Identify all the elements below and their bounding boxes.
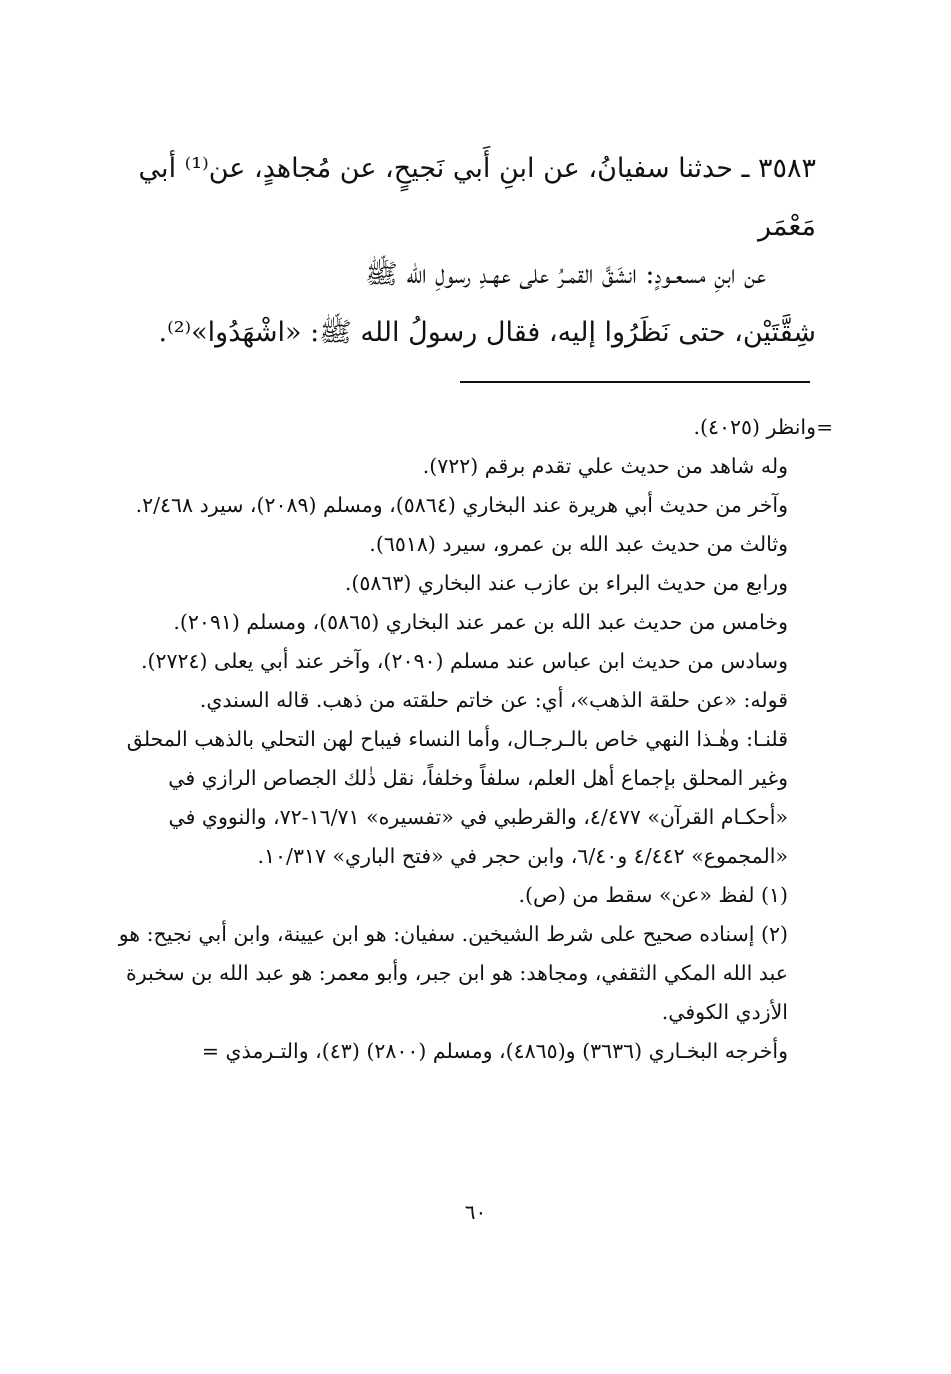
hadith-isnad: ٣٥٨٣ ـ حدثنا سفيانُ، عن ابنِ أَبي نَجيحٍ، عن مُجاهدٍ، عن⁽¹⁾ أبي مَعْمَر bbox=[138, 153, 816, 242]
hadith-matn-line-1: عن ابنِ مسعـودٍ: انشَقَّ القمـرُ على عهـدِ رسولِ الله ﷺ bbox=[365, 259, 766, 290]
footnote-separator bbox=[460, 381, 810, 383]
continuation-mark: = bbox=[816, 415, 833, 439]
note-line: وانظر (٤٠٢٥). bbox=[693, 415, 816, 439]
footnote-2: (٢) إسناده صحيح على شرط الشيخين. سفيان: هو ابن عيينة، وابن أبي نجيح: هو عبد الله المكي الثقفي، ومجاهد: هو ابن جبر، وأبو معمر: هو عبد الله بن سخبرة الأزدي الكوفي. bbox=[118, 922, 788, 1024]
note-line: قوله: «عن حلقة الذهب»، أي: عن خاتم حلقته من ذهب. قاله السندي. bbox=[199, 688, 788, 712]
note-line: وسادس من حديث ابن عباس عند مسلم (٢٠٩٠)، وآخر عند أبي يعلى (٢٧٢٤). bbox=[140, 649, 788, 673]
note-line: قلنـا: وهٰـذا النهي خاص بالـرجـال، وأما النساء فيباح لهن التحلي بالذهب المحلق وغير المحلق بإجماع أهل العلم، سلفاً وخلفاً، نقل ذٰلك الجصاص الرازي في «أحكـام القرآن» ٤/٤٧٧، والقرطبي في «تفسيره» ١٦/٧١-٧٢، والنووي في «المجموع» ٤/٤٤٢ و٦/٤٠، وابن حجر في «فتح الباري» ١٠/٣١٧. bbox=[126, 727, 788, 868]
note-line: وثالث من حديث عبد الله بن عمرو، سيرد (٦٥١٨). bbox=[369, 532, 788, 556]
note-line: ورابع من حديث البراء بن عازب عند البخاري (٥٨٦٣). bbox=[344, 571, 788, 595]
page-number: ٦٠ bbox=[464, 1200, 487, 1224]
hadith-body bbox=[110, 246, 816, 362]
hadith-header bbox=[110, 140, 816, 256]
note-line: وخامس من حديث عبد الله بن عمر عند البخاري (٥٨٦٥)، ومسلم (٢٠٩١). bbox=[173, 610, 788, 634]
note-line: وله شاهد من حديث علي تقدم برقم (٧٢٢). bbox=[422, 454, 788, 478]
footnote-1: (١) لفظ «عن» سقط من (ص). bbox=[518, 883, 788, 907]
note-line: وآخر من حديث أبي هريرة عند البخاري (٥٨٦٤)، ومسلم (٢٠٨٩)، سيرد ٢/٤٦٨. bbox=[135, 493, 788, 517]
hadith-matn-line-2: شِقَّتَيْن، حتى نَظَرُوا إليه، فقال رسولُ الله ﷺ: «اشْهَدُوا»⁽²⁾. bbox=[158, 317, 816, 348]
footnote-2-continued: وأخرجه البخـاري (٣٦٣٦) و(٤٨٦٥)، ومسلم (٢٨٠٠) (٤٣)، والتـرمذي = bbox=[201, 1039, 788, 1063]
footnotes-section bbox=[110, 408, 816, 1071]
